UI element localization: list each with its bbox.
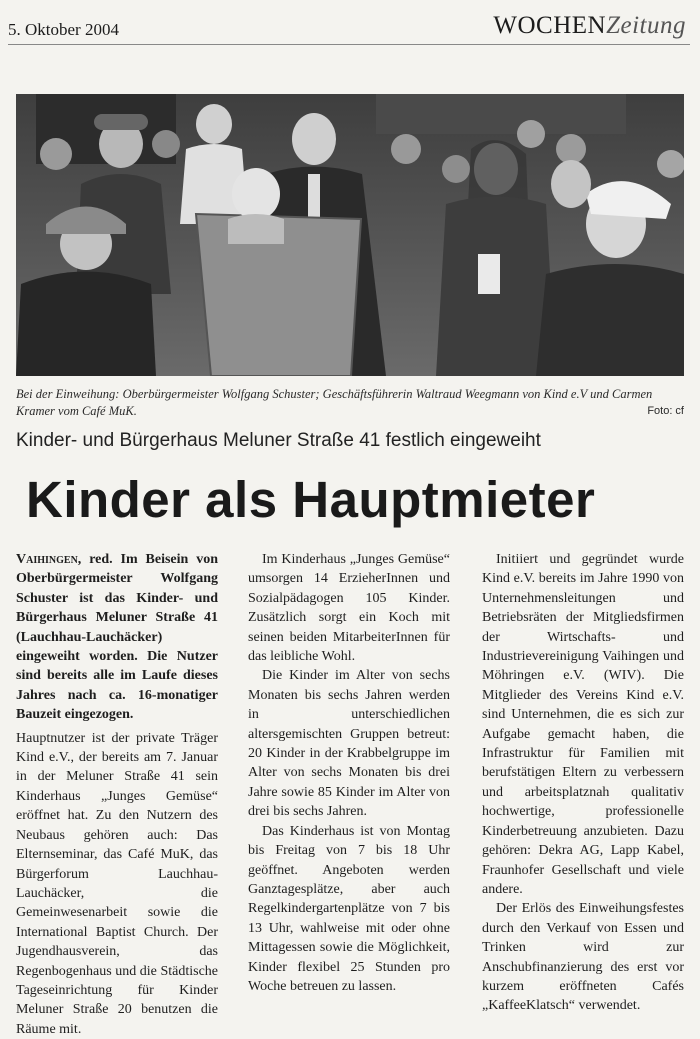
article-column-1 [16,550,218,1039]
column-3-paragraph-2: Der Erlös des Einweihungsfestes durch den Verkauf von Essen und Trinken wird zur Anschubfinanzierung des erst vor kurzem eröffneten Cafés „KaffeeKlatsch“ verwendet. [482,901,684,1014]
article-headline: Kinder als Hauptmieter [26,471,596,528]
column-2-paragraph-2: Die Kinder im Alter von sechs Monaten bis sechs Jahren werden in unterschiedlichen altersgemischten Gruppen betreut: 20 Kinder in der Krabbelgruppe im Alter von sechs Monaten bis drei Jahre sowie 85 Kinder im Alter von drei bis sechs Jahren. [248,668,450,820]
column-2-paragraph-1: Im Kinderhaus „Junges Gemüse“ umsorgen 14 ErzieherInnen und Sozialpädagogen 105 Kinder. Zusätzlich sorgt ein Koch mit seinen beiden MitarbeiterInnen für das leibliche Wohl. [248,552,450,665]
photo-caption: Bei der Einweihung: Oberbürgermeister Wolfgang Schuster; Geschäftsführerin Waltraud Weegmann von Kind e.V und Carmen Kramer vom Café MuK. [16,387,653,418]
column-2-paragraph-3: Das Kinderhaus ist von Montag bis Freitag von 7 bis 18 Uhr geöffnet. Angeboten werden Ganztagesplätze, aber auch Regelkindergartenplätze von 7 bis 13 Uhr, wahlweise mit oder ohne Mittagessen sowie die Möglichkeit, Kinder flexibel 25 Stunden pro Woche betreuen zu lassen. [248,823,450,994]
article-lead [16,550,218,725]
newspaper-masthead [493,12,686,40]
masthead-part2: Zeitung [606,12,686,39]
lead-text: , red. Im Beisein von Oberbürgermeister Wolfgang Schuster ist das Kinder- und Bürgerhaus Meluner Straße 41 (Lauchhau-Lauchäcker) eingeweiht worden. Die Nutzer sind bereits alle im Laufe dieses Jahres nach ca. 16-monatiger Bauzeit eingezogen. [16,552,218,723]
masthead-part1: WOCHEN [493,12,607,39]
article-column-2 [248,550,450,996]
photo-credit: Foto: cf [647,405,684,417]
column-1-paragraph: Hauptnutzer ist der private Träger Kind e.V., der bereits am 7. Januar in der Meluner Straße 41 sein Kinderhaus „Junges Gemüse“ eröffnet hat. Zu den Nutzern des Neubaus gehören auch: Das Elternseminar, das Café MuK, das Bürgerforum Lauchhau-Lauchäcker, die Gemeinwesenarbeit sowie die International Baptist Church. Der Jugendhausverein, das Regenbogenhaus und die Städtische Tageseinrichtung für Kinder Meluner Straße 20 benutzen die Räume mit. [16,730,218,1037]
header-rule [8,44,690,45]
article-photo [16,94,684,376]
column-3-paragraph-1: Initiiert und gegründet wurde Kind e.V. bereits im Jahre 1990 von Unternehmensleitungen und Betriebsräten der Mitgliedsfirmen der Wirtschafts- und Industrievereinigung Vaihingen und Möhringen e.V. (WIV). Die Mitglieder des Vereins Kind e.V. sind Unternehmen, die es sich zur Aufgabe gemacht haben, die Infrastruktur für Familien mit berufstätigen Eltern zu verbessern und arbeitsplatznah qualitativ hochwertige, professionelle Kinderbetreuung anzubieten. Dazu gehören: Dekra AG, Lapp Kabel, Fraunhofer Gesellschaft und viele andere. [482,552,684,897]
issue-date: 5. Oktober 2004 [8,20,119,39]
photo-illustration [16,94,684,376]
lead-place: Vaihingen [16,552,78,567]
article-kicker: Kinder- und Bürgerhaus Meluner Straße 41 festlich eingeweiht [16,430,541,451]
article-column-3 [482,550,684,1016]
page-header [0,0,700,48]
